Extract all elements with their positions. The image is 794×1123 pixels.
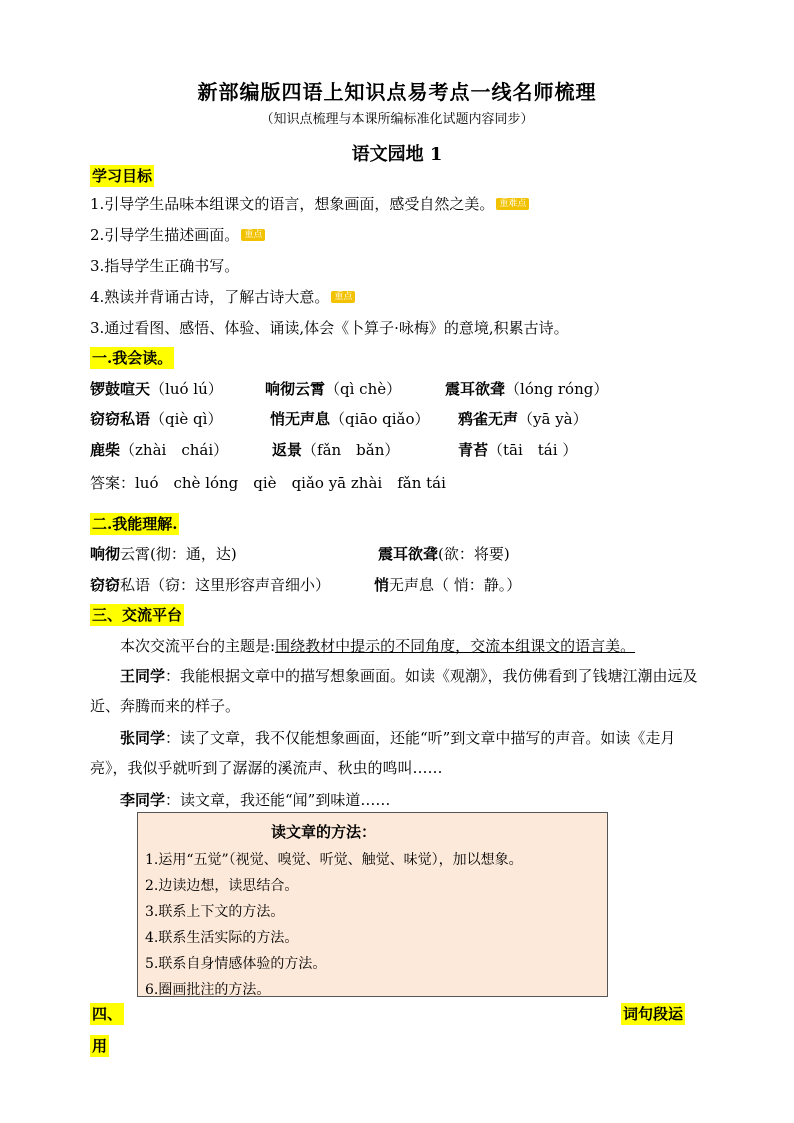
key-point-badge: 重点 xyxy=(241,229,265,241)
method-item: 1.运用“五觉”（视觉、嗅觉、听觉、触觉、味觉），加以想象。 xyxy=(145,852,523,868)
reading-methods-box xyxy=(137,812,608,997)
goal-item: 3.指导学生正确书写。 xyxy=(90,257,240,275)
section-exchange-label: 三、交流平台 xyxy=(92,606,183,624)
section4-label-main: 词句段运 xyxy=(623,1005,684,1023)
pinyin-item: 悄无声息（qiāo qiǎo） xyxy=(270,410,430,428)
lesson-heading: 语文园地 1 xyxy=(351,144,443,165)
section-goals-label: 学习目标 xyxy=(92,167,153,185)
student-paragraph: 李同学：读文章，我还能“闻”到味道…… xyxy=(120,791,391,809)
pinyin-item: 锣鼓喧天（luó lú） xyxy=(90,380,223,398)
section4-label-prefix: 四、 xyxy=(92,1005,123,1023)
student-paragraph: 张同学：读了文章，我不仅能想象画面，还能“听”到文章中描写的声音。如读《走月亮》，我似乎就听到了潺潺的溪流声、秋虫的鸣叫…… xyxy=(90,729,676,777)
definition-item: 震耳欲聋(欲：将要) xyxy=(378,545,510,563)
method-item: 5.联系自身情感体验的方法。 xyxy=(145,956,327,972)
definition-item: 窃窃私语（窃：这里形容声音细小） xyxy=(90,576,331,594)
pinyin-item: 鹿柴（zhài chái） xyxy=(90,441,229,459)
section-understand-label: 二.我能理解. xyxy=(92,515,178,533)
pinyin-item: 窃窃私语（qiè qì） xyxy=(90,410,223,428)
student-paragraph: 王同学：我能根据文章中的描写想象画面。如读《观潮》，我仿佛看到了钱塘江潮由远及近、奔腾而来的样子。 xyxy=(90,667,698,715)
document-subtitle: （知识点梳理与本课所编标准化试题内容同步） xyxy=(260,112,534,127)
goal-item: 2.引导学生描述画面。 重点 xyxy=(90,224,265,246)
pinyin-item: 返景（fǎn bǎn） xyxy=(272,441,400,459)
pinyin-item: 响彻云霄（qì chè） xyxy=(265,380,402,398)
definition-item: 悄无声息（ 悄：静。） xyxy=(374,576,522,594)
pinyin-item: 青苔（tāi tái ） xyxy=(458,441,578,459)
goal-item: 3.通过看图、感悟、体验、诵读,体会《卜算子·咏梅》的意境,积累古诗。 xyxy=(90,319,569,337)
difficulty-badge: 重难点 xyxy=(496,198,529,210)
method-item: 4.联系生活实际的方法。 xyxy=(145,930,299,946)
pinyin-item: 震耳欲聋（lóng róng） xyxy=(445,380,609,398)
method-item: 3.联系上下文的方法。 xyxy=(145,904,285,920)
section-read-label: 一.我会读。 xyxy=(92,349,173,367)
section4-label-end: 用 xyxy=(92,1037,108,1055)
exchange-intro: 本次交流平台的主题是:围绕教材中提示的不同角度，交流本组课文的语言美。 xyxy=(120,637,636,655)
pinyin-item: 鸦雀无声（yā yà） xyxy=(458,410,588,428)
goal-item: 4.熟读并背诵古诗，了解古诗大意。 重点 xyxy=(90,286,355,308)
answer-line: 答案：luó chè lóng qiè qiǎo yā zhài fǎn tái xyxy=(90,474,446,492)
key-point-badge: 重点 xyxy=(331,291,355,303)
method-item: 6.圈画批注的方法。 xyxy=(145,982,271,998)
methods-box-title: 读文章的方法： xyxy=(271,823,377,841)
definition-item: 响彻云霄(彻：通，达) xyxy=(90,545,237,563)
document-title: 新部编版四语上知识点易考点一线名师梳理 xyxy=(197,80,597,104)
method-item: 2.边读边想，读思结合。 xyxy=(145,878,299,894)
goal-item: 1.引导学生品味本组课文的语言，想象画面，感受自然之美。 重难点 xyxy=(90,193,529,215)
